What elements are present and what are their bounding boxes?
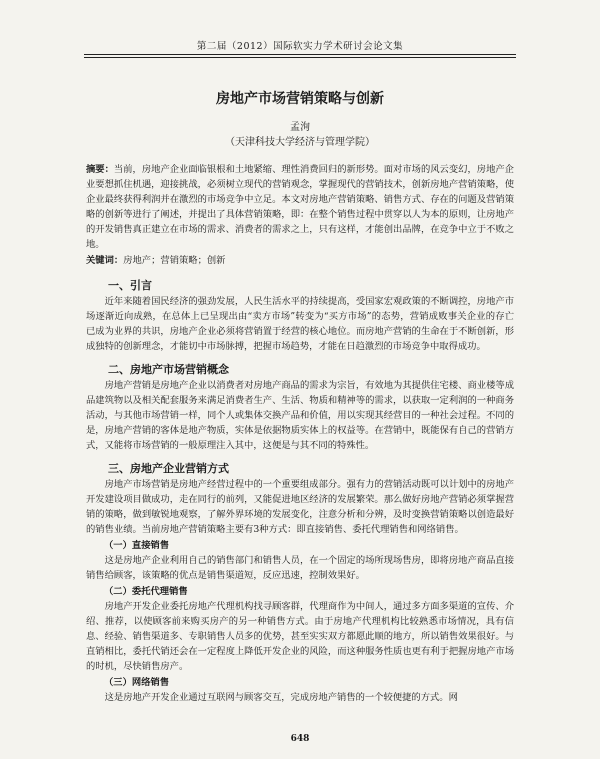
author-affiliation: （天津科技大学经济与管理学院） xyxy=(225,137,375,148)
abstract-label: 摘要： xyxy=(86,164,114,175)
paper-title: 房地产市场营销策略与创新 xyxy=(216,91,384,107)
section-heading-2: 二、房地产市场营销概念 xyxy=(108,363,229,376)
section-1-paragraph: 近年来随着国民经济的强劲发展，人民生活水平的持续提高，受国家宏观政策的不断调控，房地产市场逐渐近向成熟，在总体上已呈现出由“卖方市场”转变为“买方市场”的态势，营销成败事关企业的存亡已成为业界的共识，房地产企业必须将营销置于经营的核心地位。而房地产营销的生命在于不断创新，形成独特的创新理念，才能切中市场脉搏，把握市场趋势，才能在日趋激烈的市场竞争中取得成功。 xyxy=(86,296,514,352)
page-number: 648 xyxy=(290,734,310,744)
section-2-paragraph: 房地产营销是房地产企业以消费者对房地产商品的需求为宗旨，有效地为其提供住宅楼、商业楼等成品建筑物以及相关配套服务来满足消费者生产、生活、物质和精神等的需求，以获取一定利润的一种商务活动，与其他市场营销一样，同个人或集体交换产品和价值，用以实现其经营目的一种社会过程。不同的是，房地产营销的客体是地产物质，实体是依据物质实体上的权益等。在营销中，既能保有自己的营销方式，又能将市场营销的一般原理注入其中，这便是与其不同的特殊性。 xyxy=(86,380,514,451)
subsection-heading-3-1: （一）直接销售 xyxy=(104,540,170,551)
section-heading-1: 一、引言 xyxy=(108,279,152,292)
subsection-3-1-paragraph: 这是房地产企业利用自己的销售部门和销售人员，在一个固定的场所现场售房，即将房地产商品直接销售给顾客，该策略的优点是销售渠道短，反应迅速，控制效果好。 xyxy=(86,555,514,581)
keywords xyxy=(86,253,514,268)
section-heading-3: 三、房地产企业营销方式 xyxy=(108,462,229,475)
subsection-3-3-paragraph: 这是房地产开发企业通过互联网与顾客交互，完成房地产销售的一个较便捷的方式。网 xyxy=(104,692,458,703)
section-3-paragraph: 房地产市场营销是房地产经营过程中的一个重要组成部分。强有力的营销活动既可以计划中的房地产开发建设项目做成功，走在同行的前列，又能促进地区经济的发展繁荣。那么做好房地产营销必须掌握营销的策略，做到敏锐地观察，了解外界环境的发展变化，注意分析和分辨，及时变换营销策略以创造最好的销售业绩。当前房地产营销策略主要有3种方式：即直接销售、委托代理销售和网络销售。 xyxy=(86,479,514,535)
subsection-heading-3-3: （三）网络销售 xyxy=(104,677,170,688)
running-header: 第二届（2012）国际软实力学术研讨会论文集 xyxy=(196,41,404,52)
abstract xyxy=(86,162,514,252)
header-rule xyxy=(84,54,516,58)
author-name: 孟洵 xyxy=(290,122,310,133)
subsection-3-2-paragraph: 房地产开发企业委托房地产代理机构找寻顾客群，代理商作为中间人，通过多方面多渠道的宣传、介绍、推荐，以使顾客前来购买房产的另一种销售方式。由于房地产代理机构比较熟悉市场情况，具有信息、经验、销售渠道多、专职销售人员多的优势，甚至实实双方都愿此顺的地方，所以销售效果很好。与直销相比，委托代销还会在一定程度上降低开发企业的风险，而这种服务性质也更有利于把握房地产市场的时机，尽快销售房产。 xyxy=(86,601,514,672)
keywords-label: 关键词： xyxy=(86,255,124,266)
abstract-text: 当前，房地产企业面临银根和土地紧缩、理性消费回归的新形势。面对市场的风云变幻，房地产企业要想抓住机遇，迎接挑战，必须树立现代的营销观念，掌握现代的营销技术，创新房地产营销策略，使企业最终获得利润并在激烈的市场竞争中立足。本文对房地产营销策略、销售方式、存在的问题及营销策略的创新等进行了阐述，并提出了具体营销策略，即：在整个销售过程中贯穿以人为本的原则，让房地产的开发销售真正建立在市场的需求、消费者的需求之上，只有这样，才能创出品牌，在竞争中立于不败之地。 xyxy=(86,164,514,250)
keywords-text: 房地产；营销策略；创新 xyxy=(123,255,226,266)
subsection-heading-3-2: （二）委托代理销售 xyxy=(104,586,188,597)
paper-body xyxy=(86,162,514,705)
